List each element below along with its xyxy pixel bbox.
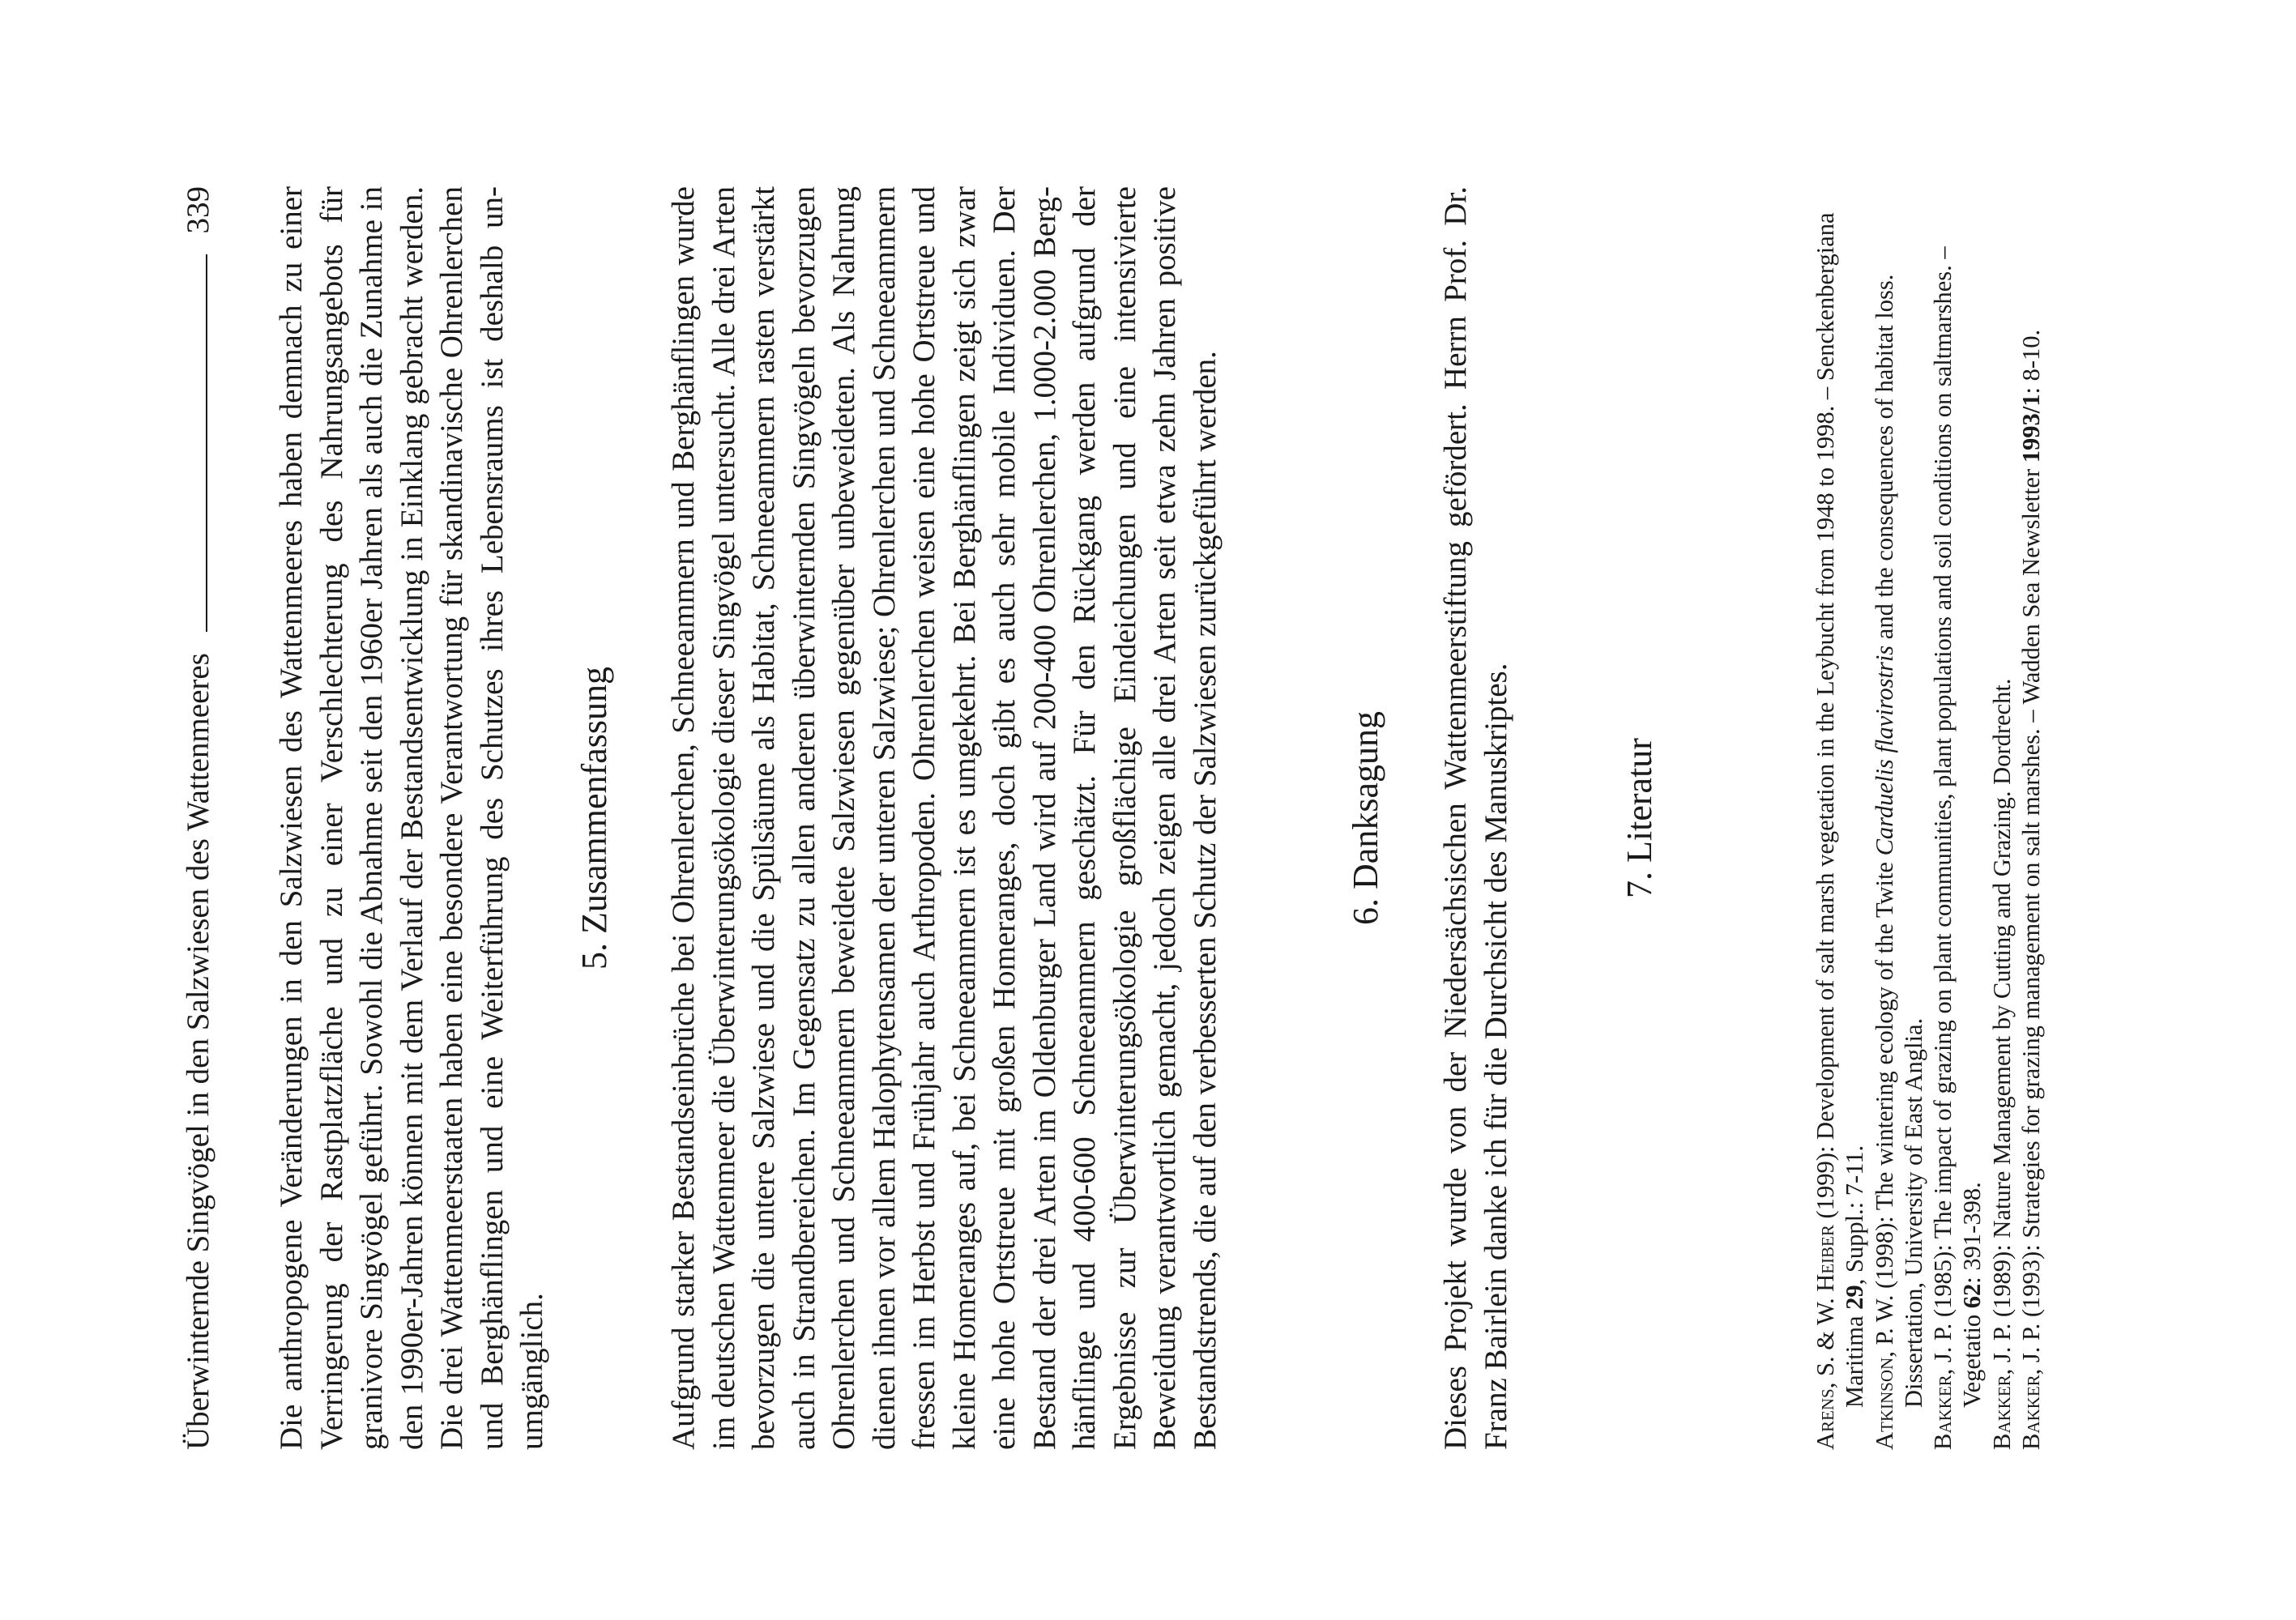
section-heading-zusammenfassung: 5. Zusammenfassung: [574, 667, 614, 970]
section-heading-danksagung: 6. Danksagung: [1346, 711, 1385, 925]
reference-year: (1985): [1929, 1251, 1957, 1318]
reference-text: : Development of salt marsh vegetation in the Leybucht from 1948 to 1998. – Senckenbergiana Maritima: [1812, 212, 1869, 1408]
reference-volume: 29: [1841, 1285, 1869, 1310]
reference-authors: Bakker, J. P.: [1929, 1323, 1957, 1450]
reference-text: : The impact of grazing on plant communities, plant populations and soil conditions on saltmarshes. – Vegetatio: [1929, 246, 1987, 1408]
reference-item: [1987, 186, 2016, 1450]
reference-authors: Bakker, J. P.: [2017, 1323, 2046, 1450]
reference-text: : The wintering ecology of the Twite: [1870, 855, 1898, 1223]
reference-year: (1999): [1812, 1153, 1839, 1219]
running-head-title: Überwinternde Singvögel in den Salzwiesen des Wattenmeeres: [181, 653, 216, 1450]
acknowledgement-paragraph: Dieses Projekt wurde von der Niedersächsischen Wattenmeerstiftung gefördert. Herrn Prof. Dr. Franz Bairlein danke ich für die Durchsicht des Manuskriptes.: [1438, 186, 1513, 1450]
summary-paragraph: Aufgrund starker Bestandseinbrüche bei Ohrenlerchen, Schneeammern und Berghänflingen wurde im deutschen Wattenmeer die Überwinterungsökologie dieser Singvögel untersucht. Alle drei Arten bevorzugen die untere Salzwiese und die Spülsäume als Habitat, Schneeammern rasten verstärkt auch in Strandbereichen. Im Gegensatz zu allen anderen überwinternden Singvögeln bevorzugen Ohrenlerchen und Schneeammern beweidete Salzwiesen gegenüber unbeweideten. Als Nahrung dienen ihnen vor allem Halophytensamen der unteren Salzwiese; Ohrenlerchen und Schneeammern fressen im Herbst und Frühjahr auch Arthropoden. Ohrenlerchen weisen eine hohe Ortstreue und kleine Homeranges auf, bei Schneeammern ist es umgekehrt. Bei Berghänflingen zeigt sich zwar eine hohe Ortstreue mit großen Homeranges, doch gibt es auch sehr mobile Individuen. Der Bestand der drei Arten im Oldenburger Land wird auf 200-400 Ohrenlerchen, 1.000-2.000 Berghänflinge und 400-600 Schneeammern geschätzt. Für den Rückgang werden aufgrund der Ergebnisse zur Überwinterungsökologie großflächige Eindeichungen und eine intensivierte Beweidung verantwortlich gemacht, jedoch zeigen alle drei Arten seit etwa zehn Jahren positive Bestandstrends, die auf den verbesserten Schutz der Salzwiesen zurückgeführt werden.: [666, 186, 1223, 1450]
running-head: [170, 186, 219, 1450]
reference-authors: Bakker, J. P.: [1987, 1323, 2016, 1450]
reference-text-middle: and the consequences of habitat loss. Dissertation, University of East Anglia.: [1870, 274, 1927, 1408]
page-number: 339: [181, 186, 216, 234]
reference-item: [2016, 186, 2046, 1450]
reference-text-end: : 8-10.: [2017, 329, 2046, 394]
reference-text: : Nature Management by Cutting and Grazing. Dordrecht.: [1987, 678, 2016, 1251]
document-page: [170, 186, 2163, 1450]
running-head-rule: [206, 255, 207, 633]
reference-volume: 1993/1: [2017, 394, 2046, 463]
reference-year: (1998): [1870, 1222, 1898, 1290]
reference-item: [1811, 186, 1870, 1450]
intro-paragraph: Die anthropogene Veränderungen in den Salzwiesen des Wattenmeeres haben demnach zu einer Verringerung der Rastplatzfläche und zu einer Verschlechterung des Nahrungsangebots für granivore Singvögel geführt. Sowohl die Abnahme seit den 1960er Jahren als auch die Zunahme in den 1990er-Jahren können mit dem Verlauf der Bestandsentwicklung in Einklang gebracht werden. Die drei Wattenmeerstaaten haben eine besondere Verantwortung für skandinavische Ohrenlerchen und Berghänflingen und eine Weiterführung des Schutzes ihres Lebensraums ist deshalb unumgänglich.: [274, 186, 549, 1450]
reference-text: : Strategies for grazing management on salt marshes. – Wadden Sea Newsletter: [2017, 463, 2046, 1251]
section-heading-literatur: 7. Literatur: [1620, 738, 1659, 898]
reference-authors: Atkinson, P. W.: [1870, 1294, 1898, 1450]
reference-list: [1811, 186, 2046, 1450]
reference-item: [1928, 186, 1987, 1450]
reference-volume: 62: [1958, 1283, 1987, 1309]
reference-authors: Arens, S. & W. Heiber: [1812, 1225, 1839, 1450]
reference-text-end: : 391-398.: [1958, 1182, 1987, 1284]
reference-species-name: Carduelis flavirostris: [1870, 645, 1898, 856]
reference-text-end: , Suppl.: 7-11.: [1841, 1145, 1869, 1285]
reference-year: (1993): [2017, 1251, 2046, 1318]
reference-item: [1870, 186, 1929, 1450]
reference-year: (1989): [1987, 1251, 2016, 1318]
